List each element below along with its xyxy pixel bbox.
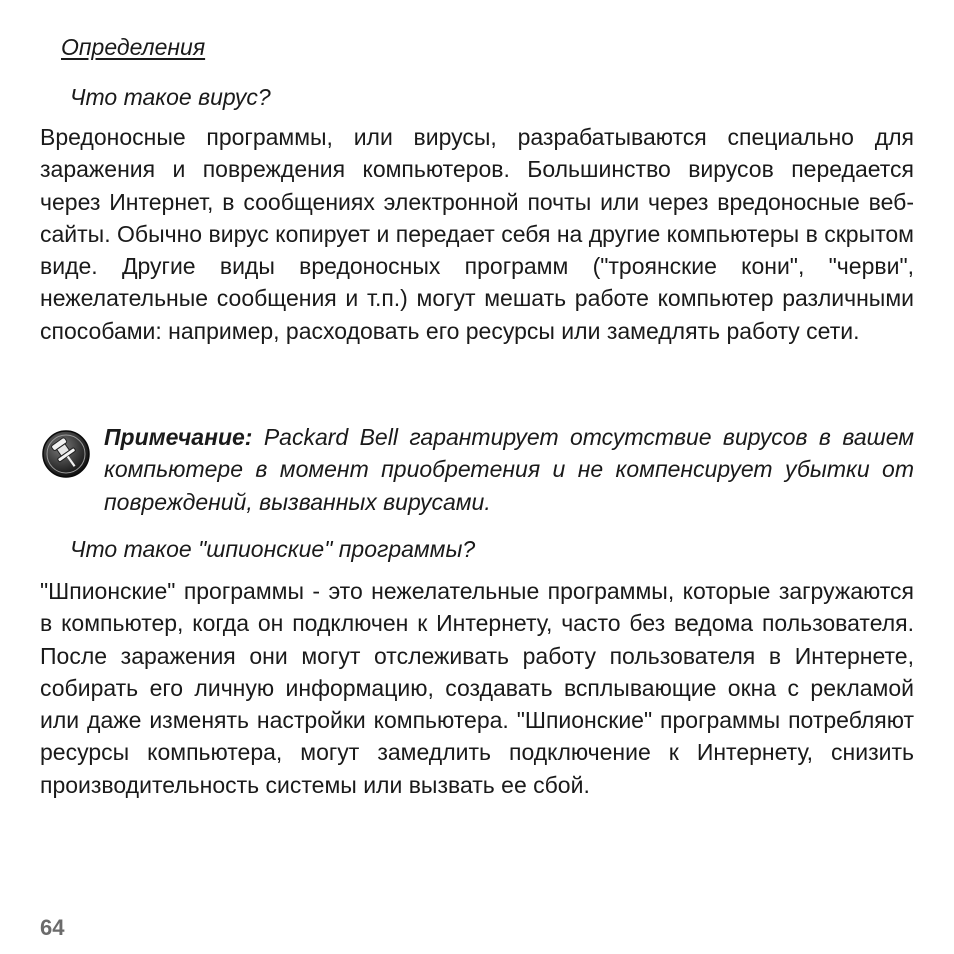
spyware-paragraph: "Шпионские" программы - это нежелательные программы, которые загружаются в компьютер, когда он подключен к Интернету, часто без ведома пользователя. После заражения они могут отслеживать работу пользователя в Интернете, собирать его личную информацию, создавать всплывающие окна с рекламой или даже изменять настройки компьютера. "Шпионские" программы потребляют ресурсы компьютера, могут замедлить подключение к Интернету, снизить производительность системы или вызвать ее сбой.: [40, 578, 914, 798]
virus-paragraph: Вредоносные программы, или вирусы, разрабатываются специально для заражения и повреждения компьютеров. Большинство вирусов передается через Интернет, в сообщениях электронной почты или через вредоносные веб-сайты. Обычно вирус копирует и передает себя на другие компьютеры в скрытом виде. Другие виды вредоносных программ ("троянские кони", "черви", нежелательные сообщения и т.п.) могут мешать работе компьютер различными способами: например, расходовать его ресурсы или замедлять работу сети.: [40, 124, 914, 344]
page-number: 64: [40, 915, 65, 940]
pushpin-icon: [41, 429, 91, 479]
note-text: [104, 421, 914, 518]
note-box: [40, 421, 914, 521]
note-body: Packard Bell гарантирует отсутствие вирусов в вашем компьютере в момент приобретения и не компенсирует убытки от повреждений, вызванных вирусами.: [104, 424, 914, 515]
note-label: Примечание:: [104, 424, 253, 450]
spyware-heading: Что такое "шпионские" программы?: [70, 536, 476, 562]
virus-heading: Что такое вирус?: [70, 84, 271, 110]
section-title: Определения: [61, 34, 206, 60]
